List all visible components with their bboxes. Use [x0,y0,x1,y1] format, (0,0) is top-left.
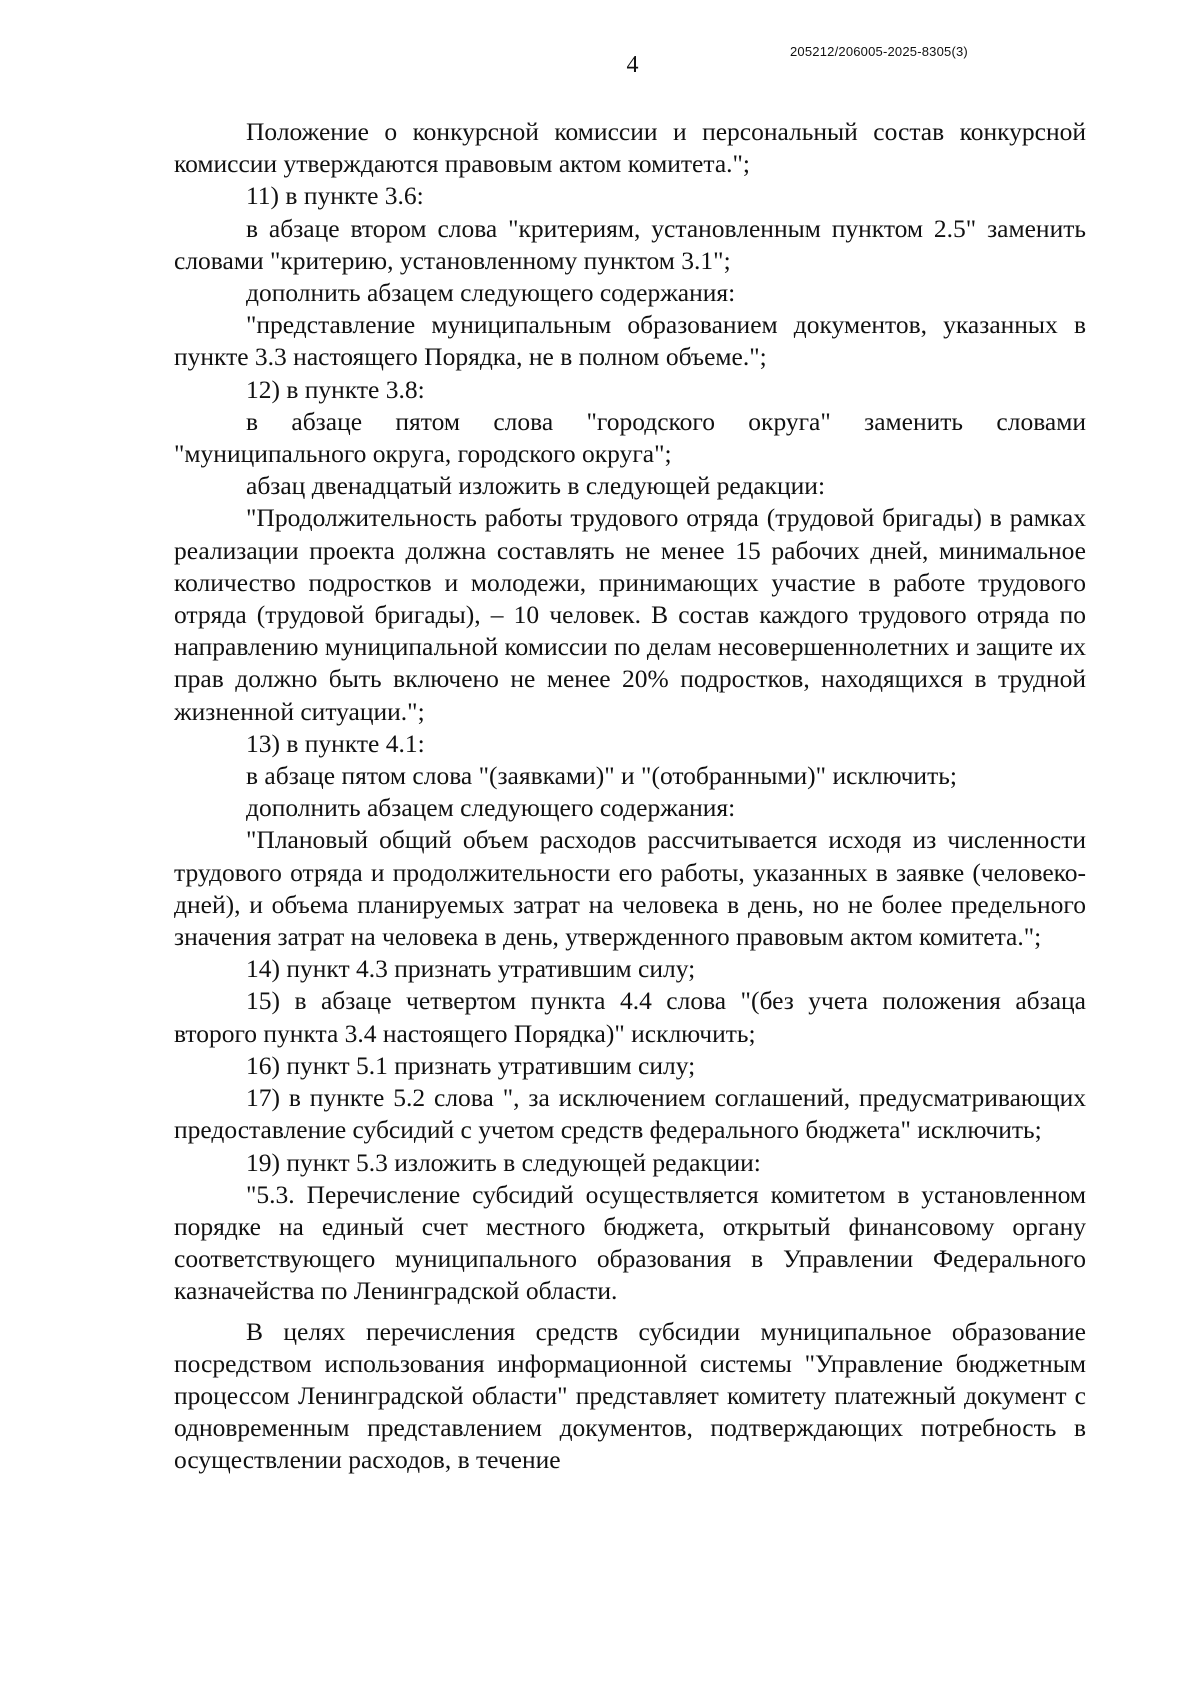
paragraph: 14) пункт 4.3 признать утратившим силу; [246,954,696,984]
paragraph: 16) пункт 5.1 признать утратившим силу; [246,1050,696,1080]
paragraph: в абзаце втором слова "критериям, установленным пунктом 2.5" заменить словами "критерию, установленному пунктом 3.1"; [174,213,1086,275]
paragraph: 15) в абзаце четвертом пункта 4.4 слова "(без учета положения абзаца второго пункта 3.4 настоящего Порядка)" исключить; [174,986,1086,1048]
paragraph: 12) в пункте 3.8: [246,374,425,404]
paragraph: "Плановый общий объем расходов рассчитывается исходя из численности трудового отряда и продолжительности его работы, указанных в заявке (человеко-дней), и объема планируемых затрат на человека в день, но не более предельного значения затрат на человека в день, утвержденного правовым актом комитета."; [174,825,1086,952]
paragraph: В целях перечисления средств субсидии муниципальное образование посредством использования информационной системы "Управление бюджетным процессом Ленинградской области" представляет комитету платежный документ с одновременным представлением документов, подтверждающих потребность в осуществлении расходов, в течение [174,1316,1086,1475]
paragraph: 19) пункт 5.3 изложить в следующей редакции: [246,1147,761,1177]
paragraph: "представление муниципальным образованием документов, указанных в пункте 3.3 настоящего Порядка, не в полном объеме."; [174,310,1086,372]
paragraph: Положение о конкурсной комиссии и персональный состав конкурсной комиссии утверждаются правовым актом комитета."; [174,117,1086,179]
paragraph: "Продолжительность работы трудового отряда (трудовой бригады) в рамках реализации проекта должна составлять не менее 15 рабочих дней, минимальное количество подростков и молодежи, принимающих участие в работе трудового отряда (трудовой бригады), – 10 человек. В состав каждого трудового отряда по направлению муниципальной комиссии по делам несовершеннолетних и защите их прав должно быть включено не менее 20% подростков, находящихся в трудной жизненной ситуации."; [174,503,1086,726]
paragraph: дополнить абзацем следующего содержания: [246,793,736,823]
paragraph: в абзаце пятом слова "(заявками)" и "(отобранными)" исключить; [246,761,957,791]
paragraph: абзац двенадцатый изложить в следующей редакции: [246,471,826,501]
paragraph: 17) в пункте 5.2 слова ", за исключением соглашений, предусматривающих предоставление субсидий с учетом средств федерального бюджета" исключить; [174,1083,1086,1145]
paragraph: 13) в пункте 4.1: [246,728,425,758]
document-body [174,116,1086,1477]
page-number: 4 [626,52,639,78]
paragraph: дополнить абзацем следующего содержания: [246,278,736,308]
paragraph: в абзаце пятом слова "городского округа" заменить словами "муниципального округа, городского округа"; [174,406,1086,469]
paragraph: "5.3. Перечисление субсидий осуществляется комитетом в установленном порядке на единый счет местного бюджета, открытый финансовому органу соответствующего муниципального образования в Управлении Федерального казначейства по Ленинградской области. [174,1179,1086,1306]
paragraph: 11) в пункте 3.6: [246,181,424,211]
document-id: 205212/206005-2025-8305(3) [790,44,968,59]
